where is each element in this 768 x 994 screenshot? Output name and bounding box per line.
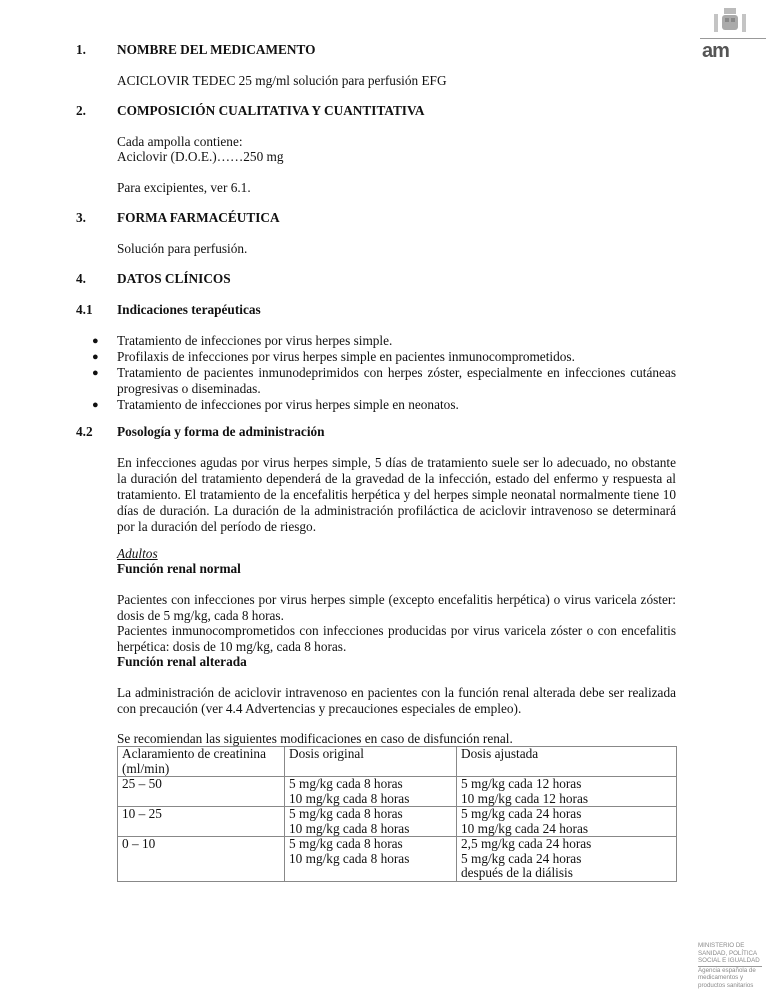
header-original-dose: Dosis original [285,747,457,777]
section-2-number: 2. [76,103,86,118]
logo-divider [700,38,766,39]
section-4-1-number: 4.1 [76,302,93,317]
section-2-title: COMPOSICIÓN CUALITATIVA Y CUANTITATIVA [117,103,425,118]
clearance-cell: 10 – 25 [118,807,285,837]
section-4-2-number: 4.2 [76,424,93,439]
agency-name: Agencia española de medicamentos y productos sanitarios [698,966,756,989]
renal-dosage-table [117,746,677,882]
clearance-cell: 25 – 50 [118,777,285,807]
adults-label: Adultos [117,546,158,561]
agency-mark-icon: am [702,40,729,62]
table-row [118,777,677,807]
bullet-icon: ● [92,335,99,347]
section-1-number: 1. [76,42,86,57]
section-3-number: 3. [76,210,86,225]
section-4-number: 4. [76,271,86,286]
header-clearance: Aclaramiento de creatinina (ml/min) [118,747,285,777]
original-dose-cell: 5 mg/kg cada 8 horas 10 mg/kg cada 8 horas [285,777,457,807]
drug-name: ACICLOVIR TEDEC 25 mg/ml solución para perfusión EFG [117,73,447,88]
table-intro: Se recomiendan las siguientes modificaciones en caso de disfunción renal. [117,731,513,746]
pharmaceutical-form: Solución para perfusión. [117,241,248,256]
coat-of-arms-icon [710,6,750,36]
header-adjusted-dose: Dosis ajustada [457,747,677,777]
original-dose-cell: 5 mg/kg cada 8 horas 10 mg/kg cada 8 horas [285,807,457,837]
original-dose-cell: 5 mg/kg cada 8 horas 10 mg/kg cada 8 horas [285,837,457,882]
posology-intro: En infecciones agudas por virus herpes simple, 5 días de tratamiento suele ser lo adecuado, no obstante la duración del tratamiento dependerá de la gravedad de la infección, estado del enfermo y respuesta al tratamiento. El tratamiento de la encefalitis herpética y del herpes simple neonatal normalmente tiene 10 días de duración. La duración de la administración profiláctica de aciclovir intravenoso se determinará por la duración del período de riesgo. [117,455,676,534]
normal-renal-title: Función renal normal [117,561,241,576]
altered-renal-title: Función renal alterada [117,654,247,669]
indications-list [92,333,676,413]
composition-line-1: Cada ampolla contiene: [117,134,243,149]
section-4-title: DATOS CLÍNICOS [117,271,231,286]
section-1-title: NOMBRE DEL MEDICAMENTO [117,42,316,57]
altered-renal-paragraph: La administración de aciclovir intravenoso en pacientes con la función renal alterada debe ser realizada con precaución (ver 4.4 Advertencias y precauciones especiales de empleo). [117,685,676,716]
section-4-2-heading [76,424,325,440]
composition-line-2: Aciclovir (D.O.E.)……250 mg [117,149,284,164]
table-header-row [118,747,677,777]
footer-logo [698,942,762,989]
normal-renal-paragraph-1: Pacientes con infecciones por virus herpes simple (excepto encefalitis herpética) o virus varicela zóster: dosis de 5 mg/kg, cada 8 horas. [117,592,676,623]
adjusted-dose-cell: 2,5 mg/kg cada 24 horas 5 mg/kg cada 24 horas después de la diálisis [457,837,677,882]
section-3-title: FORMA FARMACÉUTICA [117,210,280,225]
section-4-2-title: Posología y forma de administración [117,424,325,439]
bullet-icon: ● [92,351,99,363]
ministry-name: MINISTERIO DE SANIDAD, POLÍTICA SOCIAL E IGUALDAD [698,942,762,967]
list-item: ● Tratamiento de pacientes inmunodeprimidos con herpes zóster, especialmente en infecciones cutáneas progresivas o diseminadas. [92,365,676,396]
adjusted-dose-cell: 5 mg/kg cada 12 horas 10 mg/kg cada 12 horas [457,777,677,807]
clearance-cell: 0 – 10 [118,837,285,882]
excipients-note: Para excipientes, ver 6.1. [117,180,251,195]
list-item: ● Profilaxis de infecciones por virus herpes simple en pacientes inmunocomprometidos. [92,349,575,364]
bullet-icon: ● [92,399,99,411]
table-row [118,837,677,882]
list-item: ● Tratamiento de infecciones por virus herpes simple en neonatos. [92,397,459,412]
list-item: ● Tratamiento de infecciones por virus herpes simple. [92,333,393,348]
table-row [118,807,677,837]
section-4-1-heading [76,302,261,318]
section-4-1-title: Indicaciones terapéuticas [117,302,261,317]
bullet-icon: ● [92,367,99,379]
adjusted-dose-cell: 5 mg/kg cada 24 horas 10 mg/kg cada 24 horas [457,807,677,837]
normal-renal-paragraph-2: Pacientes inmunocomprometidos con infecciones producidas por virus varicela zóster o con encefalitis herpética: dosis de 10 mg/kg, cada 8 horas. [117,623,676,654]
